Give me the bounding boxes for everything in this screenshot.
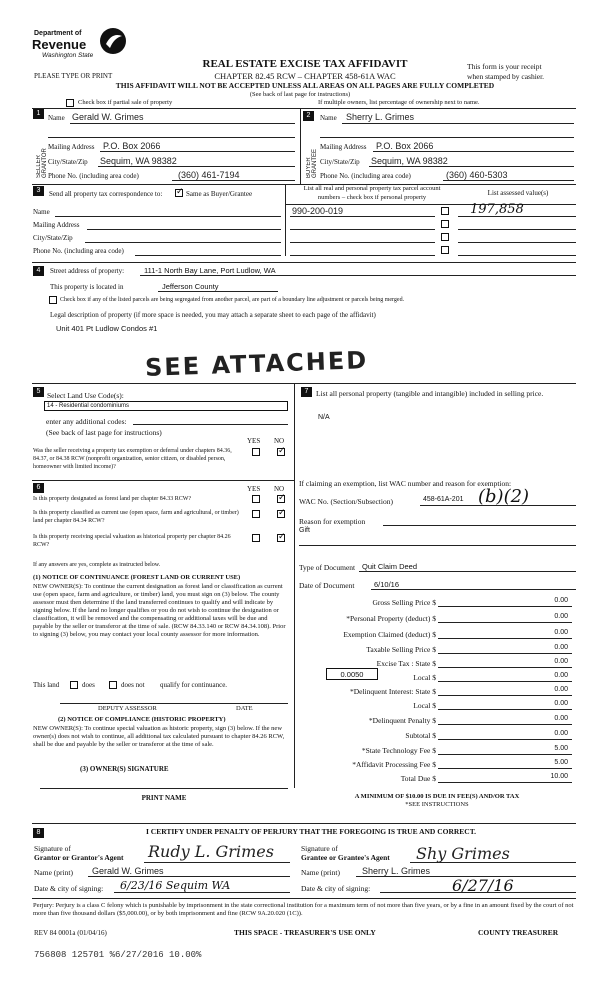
does-label: does bbox=[82, 681, 95, 689]
section-4-marker: 4 bbox=[33, 266, 44, 276]
tax-row-value-2[interactable]: 0.00 bbox=[554, 629, 568, 636]
forest-yes-header: YES bbox=[247, 485, 261, 493]
forest-q1-no[interactable] bbox=[277, 495, 285, 503]
rev-number: REV 84 0001a (01/04/16) bbox=[34, 929, 107, 937]
same-as-buyer-checkbox[interactable] bbox=[175, 189, 183, 197]
buyer-addr[interactable]: P.O. Box 2066 bbox=[376, 141, 434, 151]
local-rate-box[interactable]: 0.0050 bbox=[326, 668, 378, 680]
tax-row-label-11: *Affidavit Processing Fee $ bbox=[352, 760, 436, 769]
tax-row-value-6[interactable]: 0.00 bbox=[554, 686, 568, 693]
wac-label: WAC No. (Section/Subsection) bbox=[299, 497, 393, 506]
this-land-label: This land bbox=[33, 681, 60, 689]
doc-type-label: Type of Document bbox=[299, 563, 356, 572]
seller-name-label: Name bbox=[48, 114, 65, 122]
wac-number[interactable]: 458-61A-201 bbox=[423, 496, 464, 503]
buyer-phone-label: Phone No. (including area code) bbox=[320, 172, 411, 180]
tax-row-value-12[interactable]: 10.00 bbox=[550, 773, 568, 780]
seller-addr-label: Mailing Address bbox=[48, 143, 95, 151]
certify-text: I CERTIFY UNDER PENALTY OF PERJURY THAT THE FOREGOING IS TRUE AND CORRECT. bbox=[146, 827, 477, 836]
legal-description[interactable]: Unit 401 Pt Ludlow Condos #1 bbox=[56, 324, 158, 333]
treasurer-space: THIS SPACE - TREASURER'S USE ONLY bbox=[234, 928, 376, 937]
seller-addr[interactable]: P.O. Box 2066 bbox=[103, 141, 161, 151]
personal-property-checkbox-4[interactable] bbox=[441, 246, 449, 254]
buyer-addr-label: Mailing Address bbox=[320, 143, 367, 151]
street-label: Street address of property: bbox=[50, 267, 125, 275]
county-treasurer: COUNTY TREASURER bbox=[478, 928, 559, 937]
revenue-logo bbox=[32, 26, 142, 68]
buyer-name-label: Name bbox=[320, 114, 337, 122]
owner-signature-label: (3) OWNER(S) SIGNATURE bbox=[80, 765, 169, 773]
tax-row-label-0: Gross Selling Price $ bbox=[372, 598, 436, 607]
wac-handwritten: (b)(2) bbox=[478, 486, 530, 507]
tax-row-value-1[interactable]: 0.00 bbox=[554, 613, 568, 620]
seller-name[interactable]: Gerald W. Grimes bbox=[72, 112, 144, 122]
corr-phone-label: Phone No. (including area code) bbox=[33, 247, 124, 255]
minimum-due-note: A MINIMUM OF $10.00 IS DUE IN FEE(S) AND/OR TAX bbox=[354, 793, 520, 800]
does-not-label: does not bbox=[121, 681, 145, 689]
multiple-owners-note: If multiple owners, list percentage of ownership next to name. bbox=[318, 99, 480, 106]
doc-type-value[interactable]: Quit Claim Deed bbox=[362, 562, 418, 571]
section-5-marker: 5 bbox=[33, 387, 44, 397]
seller-phone-label: Phone No. (including area code) bbox=[48, 172, 139, 180]
forest-no-header: NO bbox=[274, 485, 285, 493]
tax-row-label-12: Total Due $ bbox=[400, 774, 436, 783]
please-print: PLEASE TYPE OR PRINT bbox=[34, 72, 113, 80]
section-2-marker: 2 bbox=[303, 111, 314, 121]
personal-property-checkbox-3[interactable] bbox=[441, 233, 449, 241]
perjury-text: Perjury: Perjury is a class C felony which is punishable by imprisonment in the state correctional institution for a maximum term of not more than five years, or by a fine in an amount fixed by the court of not more than five thousand dollars ($5,000.00), or by both imprisonment and fine (RCW 9A.20.020 (1C)). bbox=[33, 902, 574, 917]
personal-property-checkbox-1[interactable] bbox=[441, 207, 449, 215]
tax-row-label-3: Taxable Selling Price $ bbox=[366, 645, 436, 654]
section-1-marker: 1 bbox=[33, 109, 44, 119]
grantor-date-label: Date & city of signing: bbox=[34, 884, 104, 893]
seller-side-label: SELLER GRANTOR bbox=[36, 148, 48, 178]
section-3-marker: 3 bbox=[33, 186, 44, 196]
see-back: (See back of last page for instructions) bbox=[249, 91, 351, 98]
land-use-label: Select Land Use Code(s): bbox=[47, 391, 124, 400]
seller-city[interactable]: Sequim, WA 98382 bbox=[100, 156, 177, 166]
tax-row-label-8: *Delinquent Penalty $ bbox=[368, 716, 436, 725]
section-7-marker: 7 bbox=[301, 387, 312, 397]
forest-q1: Is this property designated as forest land per chapter 84.33 RCW? bbox=[33, 496, 192, 502]
tax-row-value-9[interactable]: 0.00 bbox=[554, 730, 568, 737]
tax-row-label-1: *Personal Property (deduct) $ bbox=[346, 614, 436, 623]
tax-row-label-2: Exemption Claimed (deduct) $ bbox=[343, 630, 436, 639]
personal-property-label: List all personal property (tangible and intangible) included in selling price. bbox=[316, 389, 544, 398]
lu-q1-yes-checkbox[interactable] bbox=[252, 448, 260, 456]
grantee-signature: Shy Grimes bbox=[416, 844, 510, 863]
tax-row-value-4[interactable]: 0.00 bbox=[554, 658, 568, 665]
does-checkbox[interactable] bbox=[70, 681, 78, 689]
grantee-date-city[interactable]: 6/27/16 bbox=[452, 876, 514, 895]
see-attached-handwriting: SEE ATTACHED bbox=[144, 346, 369, 382]
dept-line3: Washington State bbox=[42, 52, 94, 59]
parcel-header-1: List all real and personal property tax parcel account bbox=[303, 185, 441, 192]
buyer-phone[interactable]: (360) 460-5303 bbox=[446, 170, 508, 180]
parcel-header-2: numbers – check box if personal property bbox=[317, 194, 427, 201]
reason-value[interactable]: Gift bbox=[299, 527, 310, 534]
doc-date-value[interactable]: 6/10/16 bbox=[374, 580, 400, 589]
lu-yes-header: YES bbox=[247, 437, 261, 445]
notice1-text: NEW OWNER(S): To continue the current designation as forest land or classification as current use (open space, farm and agriculture, or timber) land, you must sign on (3) below. The county assessor must then determine if the land transferred continues to qualify and will indicate by signing below. If the land no longer qualifies or you do not wish to continue the designation or classification, it will be removed and the compensating or additional taxes will be due and payable by the seller or transferor at the time of sale. (RCW 84.33.140 or RCW 84.34.108). Prior to signing (3) below, you may contact your local county assessor for more information. bbox=[33, 583, 286, 638]
form-chapter: CHAPTER 82.45 RCW – CHAPTER 458-61A WAC bbox=[214, 71, 396, 81]
cashier-stamp: 756808 125701 %6/27/2016 10.00% bbox=[34, 950, 202, 960]
located-label: This property is located in bbox=[50, 283, 124, 291]
date-label: DATE bbox=[236, 705, 253, 712]
seller-city-label: City/State/Zip bbox=[48, 158, 88, 166]
deputy-assessor-label: DEPUTY ASSESSOR bbox=[98, 705, 157, 712]
tax-row-value-0[interactable]: 0.00 bbox=[554, 597, 568, 604]
lu-no-header: NO bbox=[274, 437, 285, 445]
assessed-header: List assessed value(s) bbox=[487, 189, 549, 197]
personal-property-checkbox-2[interactable] bbox=[441, 220, 449, 228]
reason-label: Reason for exemption bbox=[299, 517, 366, 526]
tax-row-label-4: Excise Tax : State $ bbox=[376, 659, 436, 668]
forest-q2: Is this property classified as current use (open space, farm and agricultural, or timber) land per chapter 84.34 RCW? bbox=[33, 510, 239, 524]
tax-row-label-10: *State Technology Fee $ bbox=[361, 746, 436, 755]
receipt-note-2: when stamped by cashier. bbox=[467, 72, 545, 81]
street-address[interactable]: 111-1 North Bay Lane, Port Ludlow, WA bbox=[144, 266, 276, 275]
forest-q3-no[interactable] bbox=[277, 534, 285, 542]
doc-date-label: Date of Document bbox=[299, 581, 355, 590]
land-use-code-field[interactable]: 14 - Residential condominiums bbox=[44, 401, 288, 411]
forest-q1-yes[interactable] bbox=[252, 495, 260, 503]
tax-row-value-5[interactable]: 0.00 bbox=[554, 672, 568, 679]
segregated-checkbox[interactable] bbox=[49, 296, 57, 304]
land-use-see-back: (See back of last page for instructions) bbox=[46, 428, 162, 437]
notice2-text: NEW OWNER(S): To continue special valuation as historic property, sign (3) below. If the new owner(s) does not wish to continue, all additional tax calculated pursuant to chapter 84.26 RCW, shall be due and payable by the seller or transferor at the time of sale. bbox=[33, 725, 285, 748]
tax-row-value-3[interactable]: 0.00 bbox=[554, 644, 568, 651]
forest-q3: Is this property receiving special valuation as historical property per chapter 84.26 RCW? bbox=[33, 534, 231, 548]
correspondence-label: Send all property tax correspondence to: bbox=[49, 190, 163, 198]
receipt-note-1: This form is your receipt bbox=[467, 62, 542, 71]
additional-codes-label: enter any additional codes: bbox=[46, 417, 127, 426]
grantor-agent-label: Grantor or Grantor's Agent bbox=[34, 853, 124, 862]
corr-city-label: City/State/Zip bbox=[33, 234, 73, 242]
grantee-name-label: Name (print) bbox=[301, 868, 340, 877]
buyer-name[interactable]: Sherry L. Grimes bbox=[346, 112, 415, 122]
forest-q2-yes[interactable] bbox=[252, 510, 260, 518]
forest-q2-no[interactable] bbox=[277, 510, 285, 518]
does-not-checkbox[interactable] bbox=[109, 681, 117, 689]
forest-q3-yes[interactable] bbox=[252, 534, 260, 542]
tax-row-value-11[interactable]: 5.00 bbox=[554, 759, 568, 766]
tax-row-label-9: Subtotal $ bbox=[405, 731, 436, 740]
partial-sale-checkbox[interactable] bbox=[66, 99, 74, 107]
form-title: REAL ESTATE EXCISE TAX AFFIDAVIT bbox=[202, 58, 408, 70]
grantor-name-label: Name (print) bbox=[34, 868, 73, 877]
buyer-side-label: BUYER GRANTEE bbox=[306, 148, 318, 178]
buyer-city[interactable]: Sequim, WA 98382 bbox=[371, 156, 448, 166]
qualify-label: qualify for continuance. bbox=[160, 681, 228, 689]
if-yes-text: If any answers are yes, complete as instructed below. bbox=[33, 562, 161, 568]
tax-row-value-10[interactable]: 5.00 bbox=[554, 745, 568, 752]
tax-row-label-6: *Delinquent Interest: State $ bbox=[349, 687, 436, 696]
legal-label: Legal description of property (if more space is needed, you may attach a separate sheet to each page of the affidavit) bbox=[50, 311, 376, 319]
assessed-value-1[interactable]: 197,858 bbox=[470, 202, 524, 217]
tax-row-value-7[interactable]: 0.00 bbox=[554, 700, 568, 707]
grantee-date-label: Date & city of signing: bbox=[301, 884, 371, 893]
grantee-sig-label-1: Signature of bbox=[301, 844, 338, 853]
warning-text: THIS AFFIDAVIT WILL NOT BE ACCEPTED UNLESS ALL AREAS ON ALL PAGES ARE FULLY COMPLETED bbox=[115, 81, 495, 90]
see-instructions-note: *SEE INSTRUCTIONS bbox=[405, 801, 469, 808]
personal-property-value[interactable]: N/A bbox=[318, 414, 330, 421]
wa-swirl-icon bbox=[98, 26, 128, 56]
parcel-number-1[interactable]: 990-200-019 bbox=[292, 206, 344, 216]
partial-sale-label: Check box if partial sale of property bbox=[78, 99, 173, 106]
grantor-date-city[interactable]: 6/23/16 Sequim WA bbox=[120, 879, 231, 892]
corr-name-label: Name bbox=[33, 208, 50, 216]
grantor-print-name[interactable]: Gerald W. Grimes bbox=[92, 866, 164, 876]
notice2-title: (2) NOTICE OF COMPLIANCE (HISTORIC PROPERTY) bbox=[58, 716, 226, 723]
county[interactable]: Jefferson County bbox=[162, 282, 219, 291]
seller-phone[interactable]: (360) 461-7194 bbox=[178, 170, 240, 180]
tax-row-label-5: Local $ bbox=[413, 673, 436, 682]
same-as-buyer-label: Same as Buyer/Grantee bbox=[186, 190, 253, 198]
grantee-agent-label: Grantee or Grantee's Agent bbox=[301, 853, 390, 862]
print-name-label: PRINT NAME bbox=[141, 794, 187, 802]
exemption-question: Was the seller receiving a property tax exemption or deferral under chapters 84.36, 84.37, or 84.38 RCW (nonprofit organization, senior citizen, or disabled person, homeowner with limited income)? bbox=[33, 448, 232, 470]
dept-line1: Department of bbox=[34, 30, 82, 37]
exemption-label: If claiming an exemption, list WAC number and reason for exemption: bbox=[299, 479, 512, 488]
grantor-sig-label-1: Signature of bbox=[34, 844, 71, 853]
grantor-signature: Rudy L. Grimes bbox=[148, 842, 274, 861]
segregated-label: Check box if any of the listed parcels are being segregated from another parcel, are part of a boundary line adjustment or parcels being merged. bbox=[60, 297, 405, 303]
tax-row-label-7: Local $ bbox=[413, 701, 436, 710]
grantee-print-name[interactable]: Sherry L. Grimes bbox=[362, 866, 431, 876]
buyer-city-label: City/State/Zip bbox=[320, 158, 360, 166]
dept-line2: Revenue bbox=[32, 37, 87, 52]
section-8-marker: 8 bbox=[33, 828, 44, 838]
lu-q1-no-checkbox[interactable] bbox=[277, 448, 285, 456]
notice1-title: (1) NOTICE OF CONTINUANCE (FOREST LAND OR CURRENT USE) bbox=[33, 574, 241, 581]
corr-mailing-label: Mailing Address bbox=[33, 221, 80, 229]
tax-row-value-8[interactable]: 0.00 bbox=[554, 715, 568, 722]
section-6-marker: 6 bbox=[33, 483, 44, 493]
